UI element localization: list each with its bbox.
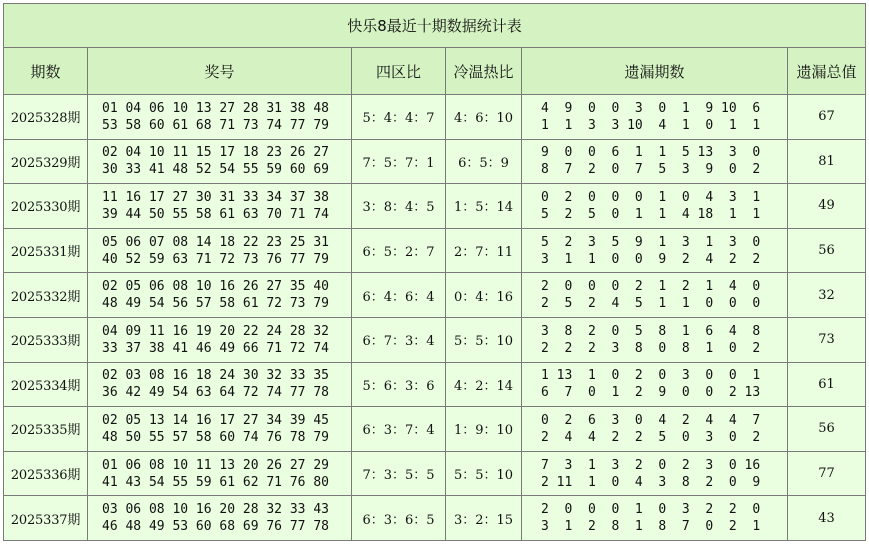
numbers-cell [88,228,352,273]
miss-line: 7 3 1 3 2 0 2 3 0 16 [541,457,761,473]
temp-ratio-cell: 1：9：10 [446,407,522,452]
temp-ratio-cell: 5：5：10 [446,451,522,496]
miss-line: 9 0 0 6 1 1 5 13 3 0 [541,145,761,161]
numbers-cell [88,139,352,184]
numbers-line: 39 44 50 55 58 61 63 70 71 74 [102,206,329,222]
miss-line: 3 1 1 0 0 9 2 4 2 2 [541,251,761,267]
numbers-cell [88,362,352,407]
header-numbers: 奖号 [88,48,352,95]
miss-line: 2 0 0 0 2 1 2 1 4 0 [541,279,761,295]
header-temp-ratio: 冷温热比 [446,48,522,95]
numbers-cell [88,317,352,362]
table-row [4,407,866,452]
zone-ratio-cell: 5：4：4：7 [352,95,446,140]
miss-line: 2 5 2 4 5 1 1 0 0 0 [541,296,761,312]
period-cell: 2025333期 [4,317,88,362]
numbers-line: 53 58 60 61 68 71 73 74 77 79 [102,117,329,133]
miss-cell [522,317,788,362]
miss-line: 3 1 2 8 1 8 7 0 2 1 [541,519,761,535]
period-cell: 2025335期 [4,407,88,452]
lottery-stats-table [3,3,866,541]
temp-ratio-cell: 0：4：16 [446,273,522,318]
zone-ratio-cell: 7：5：7：1 [352,139,446,184]
table-row [4,317,866,362]
temp-ratio-cell: 3：2：15 [446,496,522,541]
period-cell: 2025328期 [4,95,88,140]
miss-cell [522,496,788,541]
temp-ratio-cell: 6：5：9 [446,139,522,184]
miss-line: 1 1 3 3 10 4 1 0 1 1 [541,117,761,133]
numbers-line: 02 03 08 16 18 24 30 32 33 35 [102,368,329,384]
temp-ratio-cell: 1：5：14 [446,184,522,229]
numbers-line: 02 05 13 14 16 17 27 34 39 45 [102,412,329,428]
miss-line: 0 2 0 0 0 1 0 4 3 1 [541,189,761,205]
zone-ratio-cell: 6：3：6：5 [352,496,446,541]
period-cell: 2025332期 [4,273,88,318]
zone-ratio-cell: 6：4：6：4 [352,273,446,318]
zone-ratio-cell: 6：5：2：7 [352,228,446,273]
miss-total-cell: 32 [788,273,866,318]
miss-line: 2 11 1 0 4 3 8 2 0 9 [541,474,761,490]
numbers-cell [88,184,352,229]
header-period: 期数 [4,48,88,95]
table-row [4,496,866,541]
table-row [4,451,866,496]
table-title: 快乐8最近十期数据统计表 [4,4,866,48]
numbers-line: 48 49 54 56 57 58 61 72 73 79 [102,296,329,312]
numbers-cell [88,407,352,452]
temp-ratio-cell: 5：5：10 [446,317,522,362]
numbers-line: 02 05 06 08 10 16 26 27 35 40 [102,279,329,295]
numbers-line: 01 06 08 10 11 13 20 26 27 29 [102,457,329,473]
zone-ratio-cell: 6：7：3：4 [352,317,446,362]
numbers-line: 02 04 10 11 15 17 18 23 26 27 [102,145,329,161]
temp-ratio-cell: 4：6：10 [446,95,522,140]
miss-cell [522,451,788,496]
table-row [4,184,866,229]
temp-ratio-cell: 4：2：14 [446,362,522,407]
header-zone-ratio: 四区比 [352,48,446,95]
period-cell: 2025337期 [4,496,88,541]
miss-line: 5 2 5 0 1 1 4 18 1 1 [541,206,761,222]
miss-total-cell: 61 [788,362,866,407]
miss-total-cell: 43 [788,496,866,541]
miss-cell [522,95,788,140]
period-cell: 2025331期 [4,228,88,273]
miss-total-cell: 56 [788,407,866,452]
table-row [4,139,866,184]
miss-line: 4 9 0 0 3 0 1 9 10 6 [541,100,761,116]
miss-line: 1 13 1 0 2 0 3 0 0 1 [541,368,761,384]
period-cell: 2025330期 [4,184,88,229]
numbers-line: 36 42 49 54 63 64 72 74 77 78 [102,385,329,401]
miss-cell [522,362,788,407]
zone-ratio-cell: 7：3：5：5 [352,451,446,496]
numbers-cell [88,273,352,318]
zone-ratio-cell: 5：6：3：6 [352,362,446,407]
miss-line: 6 7 0 1 2 9 0 0 2 13 [541,385,761,401]
period-cell: 2025336期 [4,451,88,496]
numbers-line: 05 06 07 08 14 18 22 23 25 31 [102,234,329,250]
numbers-line: 30 33 41 48 52 54 55 59 60 69 [102,162,329,178]
stats-table-container [3,3,865,541]
header-miss-total: 遗漏总值 [788,48,866,95]
table-row [4,273,866,318]
table-row [4,362,866,407]
numbers-line: 01 04 06 10 13 27 28 31 38 48 [102,100,329,116]
numbers-line: 40 52 59 63 71 72 73 76 77 79 [102,251,329,267]
miss-line: 8 7 2 0 7 5 3 9 0 2 [541,162,761,178]
miss-total-cell: 56 [788,228,866,273]
numbers-line: 33 37 38 41 46 49 66 71 72 74 [102,340,329,356]
zone-ratio-cell: 6：3：7：4 [352,407,446,452]
zone-ratio-cell: 3：8：4：5 [352,184,446,229]
miss-total-cell: 49 [788,184,866,229]
header-miss-periods: 遗漏期数 [522,48,788,95]
numbers-line: 41 43 54 55 59 61 62 71 76 80 [102,474,329,490]
miss-total-cell: 67 [788,95,866,140]
table-row [4,95,866,140]
numbers-cell [88,496,352,541]
miss-total-cell: 77 [788,451,866,496]
miss-line: 2 4 4 2 2 5 0 3 0 2 [541,429,761,445]
miss-cell [522,184,788,229]
miss-line: 3 8 2 0 5 8 1 6 4 8 [541,323,761,339]
numbers-cell [88,451,352,496]
numbers-line: 11 16 17 27 30 31 33 34 37 38 [102,189,329,205]
numbers-line: 04 09 11 16 19 20 22 24 28 32 [102,323,329,339]
miss-total-cell: 73 [788,317,866,362]
period-cell: 2025329期 [4,139,88,184]
miss-cell [522,228,788,273]
numbers-line: 03 06 08 10 16 20 28 32 33 43 [102,502,329,518]
numbers-line: 46 48 49 53 60 68 69 76 77 78 [102,519,329,535]
period-cell: 2025334期 [4,362,88,407]
miss-cell [522,273,788,318]
miss-cell [522,407,788,452]
miss-cell [522,139,788,184]
miss-line: 5 2 3 5 9 1 3 1 3 0 [541,234,761,250]
miss-line: 2 0 0 0 1 0 3 2 2 0 [541,502,761,518]
numbers-cell [88,95,352,140]
miss-line: 2 2 2 3 8 0 8 1 0 2 [541,340,761,356]
table-row [4,228,866,273]
temp-ratio-cell: 2：7：11 [446,228,522,273]
miss-line: 0 2 6 3 0 4 2 4 4 7 [541,412,761,428]
miss-total-cell: 81 [788,139,866,184]
numbers-line: 48 50 55 57 58 60 74 76 78 79 [102,429,329,445]
